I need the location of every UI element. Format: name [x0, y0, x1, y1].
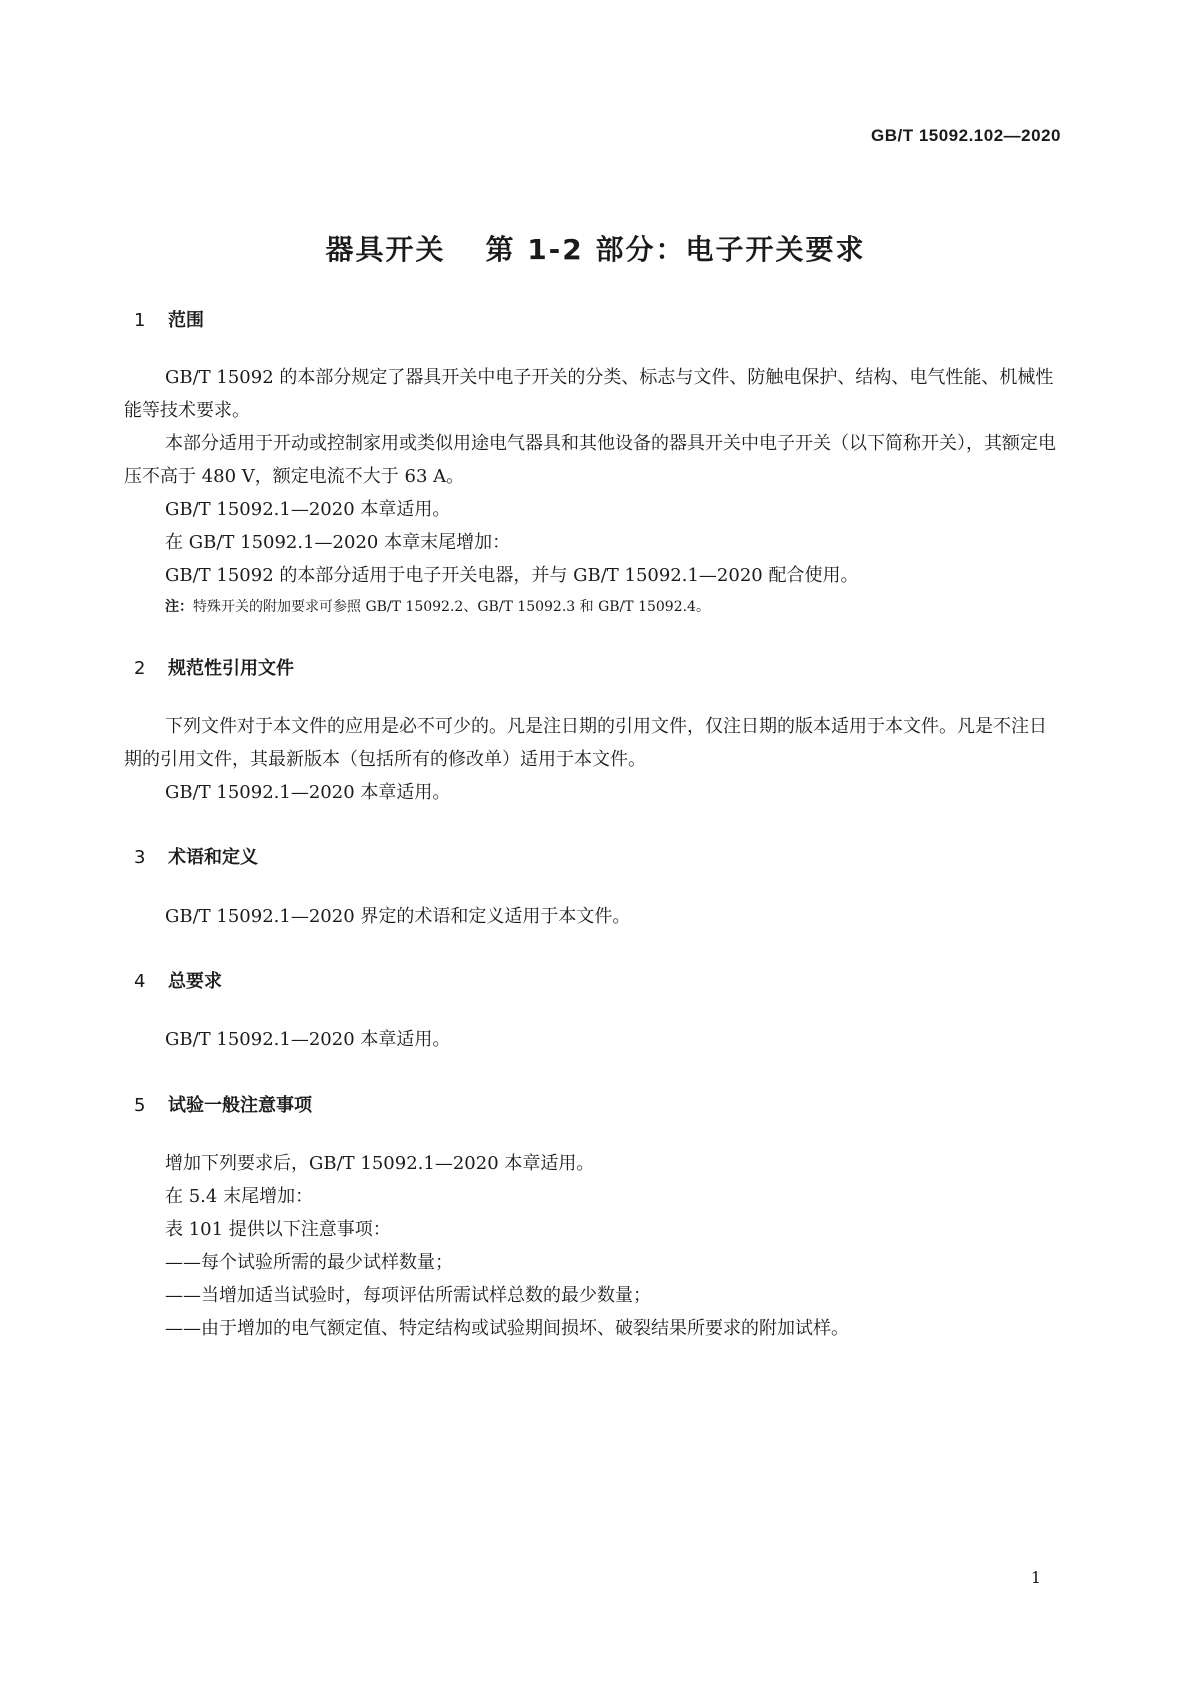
paragraph: 本部分适用于开动或控制家用或类似用途电气器具和其他设备的器具开关中电子开关（以下简称开关），其额定电压不高于 480 V，额定电流不大于 63 A。 — [124, 433, 1056, 487]
section-body-1 — [124, 361, 1064, 622]
section-heading-4: 4 总要求 — [134, 971, 222, 992]
standard-code: GB/T 15092.102—2020 — [870, 126, 1061, 145]
paragraph: GB/T 15092.1—2020 本章适用。 — [165, 499, 451, 520]
paragraph: 下列文件对于本文件的应用是必不可少的。凡是注日期的引用文件，仅注日期的版本适用于本文件。凡是不注日期的引用文件，其最新版本（包括所有的修改单）适用于本文件。 — [124, 716, 1047, 770]
note — [124, 592, 1064, 622]
title-part-a: 器具开关 — [325, 233, 446, 266]
paragraph: GB/T 15092 的本部分规定了器具开关中电子开关的分类、标志与文件、防触电保护、结构、电气性能、机械性能等技术要求。 — [124, 367, 1054, 421]
title-part-b: 第 1-2 部分：电子开关要求 — [485, 233, 866, 266]
section-heading-2: 2 规范性引用文件 — [134, 658, 294, 679]
list-item: ——当增加适当试验时，每项评估所需试样总数的最少数量； — [165, 1285, 651, 1306]
section-heading-5: 5 试验一般注意事项 — [134, 1095, 312, 1116]
section-heading-3: 3 术语和定义 — [134, 847, 258, 868]
paragraph: GB/T 15092 的本部分适用于电子开关电器，并与 GB/T 15092.1—2020 配合使用。 — [165, 565, 859, 586]
section-body-3 — [124, 900, 1064, 933]
document-title — [0, 228, 1191, 268]
note-label: 注： — [165, 599, 193, 615]
paragraph: GB/T 15092.1—2020 界定的术语和定义适用于本文件。 — [165, 906, 631, 927]
section-body-5 — [124, 1147, 1064, 1345]
paragraph: 增加下列要求后，GB/T 15092.1—2020 本章适用。 — [165, 1153, 595, 1174]
page-number: 1 — [1030, 1568, 1041, 1587]
paragraph: 表 101 提供以下注意事项： — [165, 1219, 391, 1240]
paragraph: GB/T 15092.1—2020 本章适用。 — [165, 782, 451, 803]
paragraph: 在 GB/T 15092.1—2020 本章末尾增加： — [165, 532, 511, 553]
note-text: 特殊开关的附加要求可参照 GB/T 15092.2、GB/T 15092.3 和 GB/T 15092.4。 — [193, 599, 710, 615]
section-body-4 — [124, 1023, 1064, 1056]
list-item: ——每个试验所需的最少试样数量； — [165, 1252, 453, 1273]
paragraph: GB/T 15092.1—2020 本章适用。 — [165, 1029, 451, 1050]
list-item: ——由于增加的电气额定值、特定结构或试验期间损坏、破裂结果所要求的附加试样。 — [165, 1318, 849, 1339]
section-body-2 — [124, 710, 1064, 809]
paragraph: 在 5.4 末尾增加： — [165, 1186, 314, 1207]
section-heading-1: 1 范围 — [134, 310, 204, 331]
